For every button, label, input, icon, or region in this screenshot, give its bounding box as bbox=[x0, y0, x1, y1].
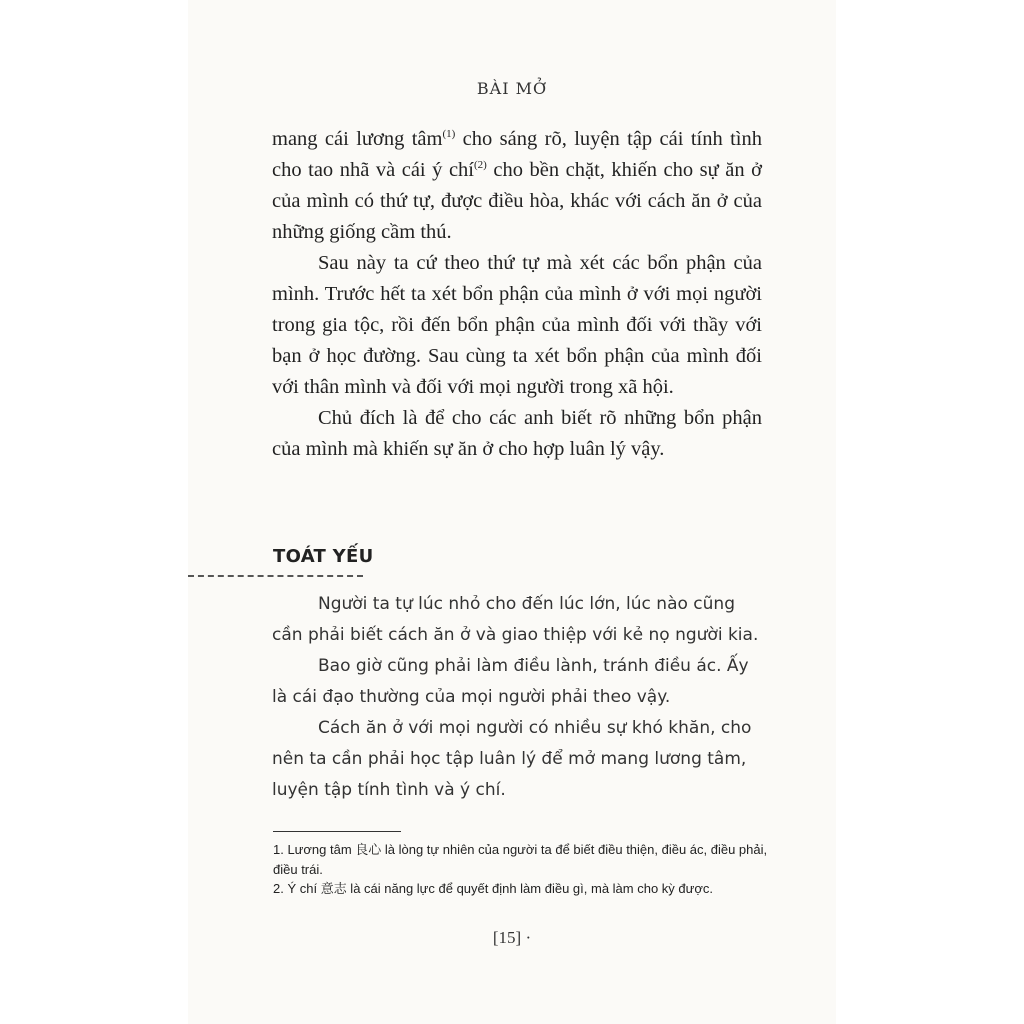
footnote-ref-1: (1) bbox=[442, 128, 456, 141]
intro-paragraph-1 bbox=[272, 124, 762, 248]
page-number: [15] · bbox=[492, 928, 532, 947]
running-header: BÀI MỞ bbox=[476, 79, 548, 98]
dashed-divider bbox=[188, 575, 363, 577]
section-title: TOÁT YẾU bbox=[273, 546, 374, 567]
footnote-2: 2. Ý chí 意志 là cái năng lực để quyết định làm điều gì, mà làm cho kỳ được. bbox=[273, 881, 713, 896]
footnote-divider bbox=[273, 831, 401, 832]
summary-paragraph: Người ta tự lúc nhỏ cho đến lúc lớn, lúc nào cũng cần phải biết cách ăn ở và giao thiệp với kẻ nọ người kia. bbox=[272, 594, 759, 645]
footnote-ref-2: (2) bbox=[474, 159, 487, 172]
intro-text bbox=[272, 124, 762, 465]
intro-paragraph-2: Sau này ta cứ theo thứ tự mà xét các bổn phận của mình. Trước hết ta xét bổn phận của mình ở với mọi người trong gia tộc, rồi đến bổn phận của mình đối với thầy với bạn ở học đường. Sau cùng ta xét bổn phận của mình đối với thân mình và đối với mọi người trong xã hội. bbox=[272, 252, 762, 398]
intro-p1-part2: cho sáng rõ, luyện tập cái tính tình cho tao nhã và cái ý chí bbox=[272, 128, 762, 181]
summary-paragraph: Cách ăn ở với mọi người có nhiều sự khó khăn, cho nên ta cần phải học tập luân lý để mở mang lương tâm, luyện tập tính tình và ý chí. bbox=[272, 718, 752, 800]
intro-p1-part1: mang cái lương tâm bbox=[272, 128, 443, 150]
footnotes bbox=[273, 840, 768, 899]
footnote-1: 1. Lương tâm 良心 là lòng tự nhiên của người ta để biết điều thiện, điều ác, điều phải, điều trái. bbox=[273, 842, 768, 877]
intro-p1-part3: cho bền chặt, khiến cho sự ăn ở của mình có thứ tự, được điều hòa, khác với cách ăn ở của những giống cầm thú. bbox=[272, 159, 763, 243]
summary-paragraph: Bao giờ cũng phải làm điều lành, tránh điều ác. Ấy là cái đạo thường của mọi người phải theo vậy. bbox=[272, 656, 749, 707]
intro-paragraph-3: Chủ đích là để cho các anh biết rõ những bổn phận của mình mà khiến sự ăn ở cho hợp luân lý vậy. bbox=[272, 407, 762, 460]
summary-text bbox=[272, 589, 762, 806]
